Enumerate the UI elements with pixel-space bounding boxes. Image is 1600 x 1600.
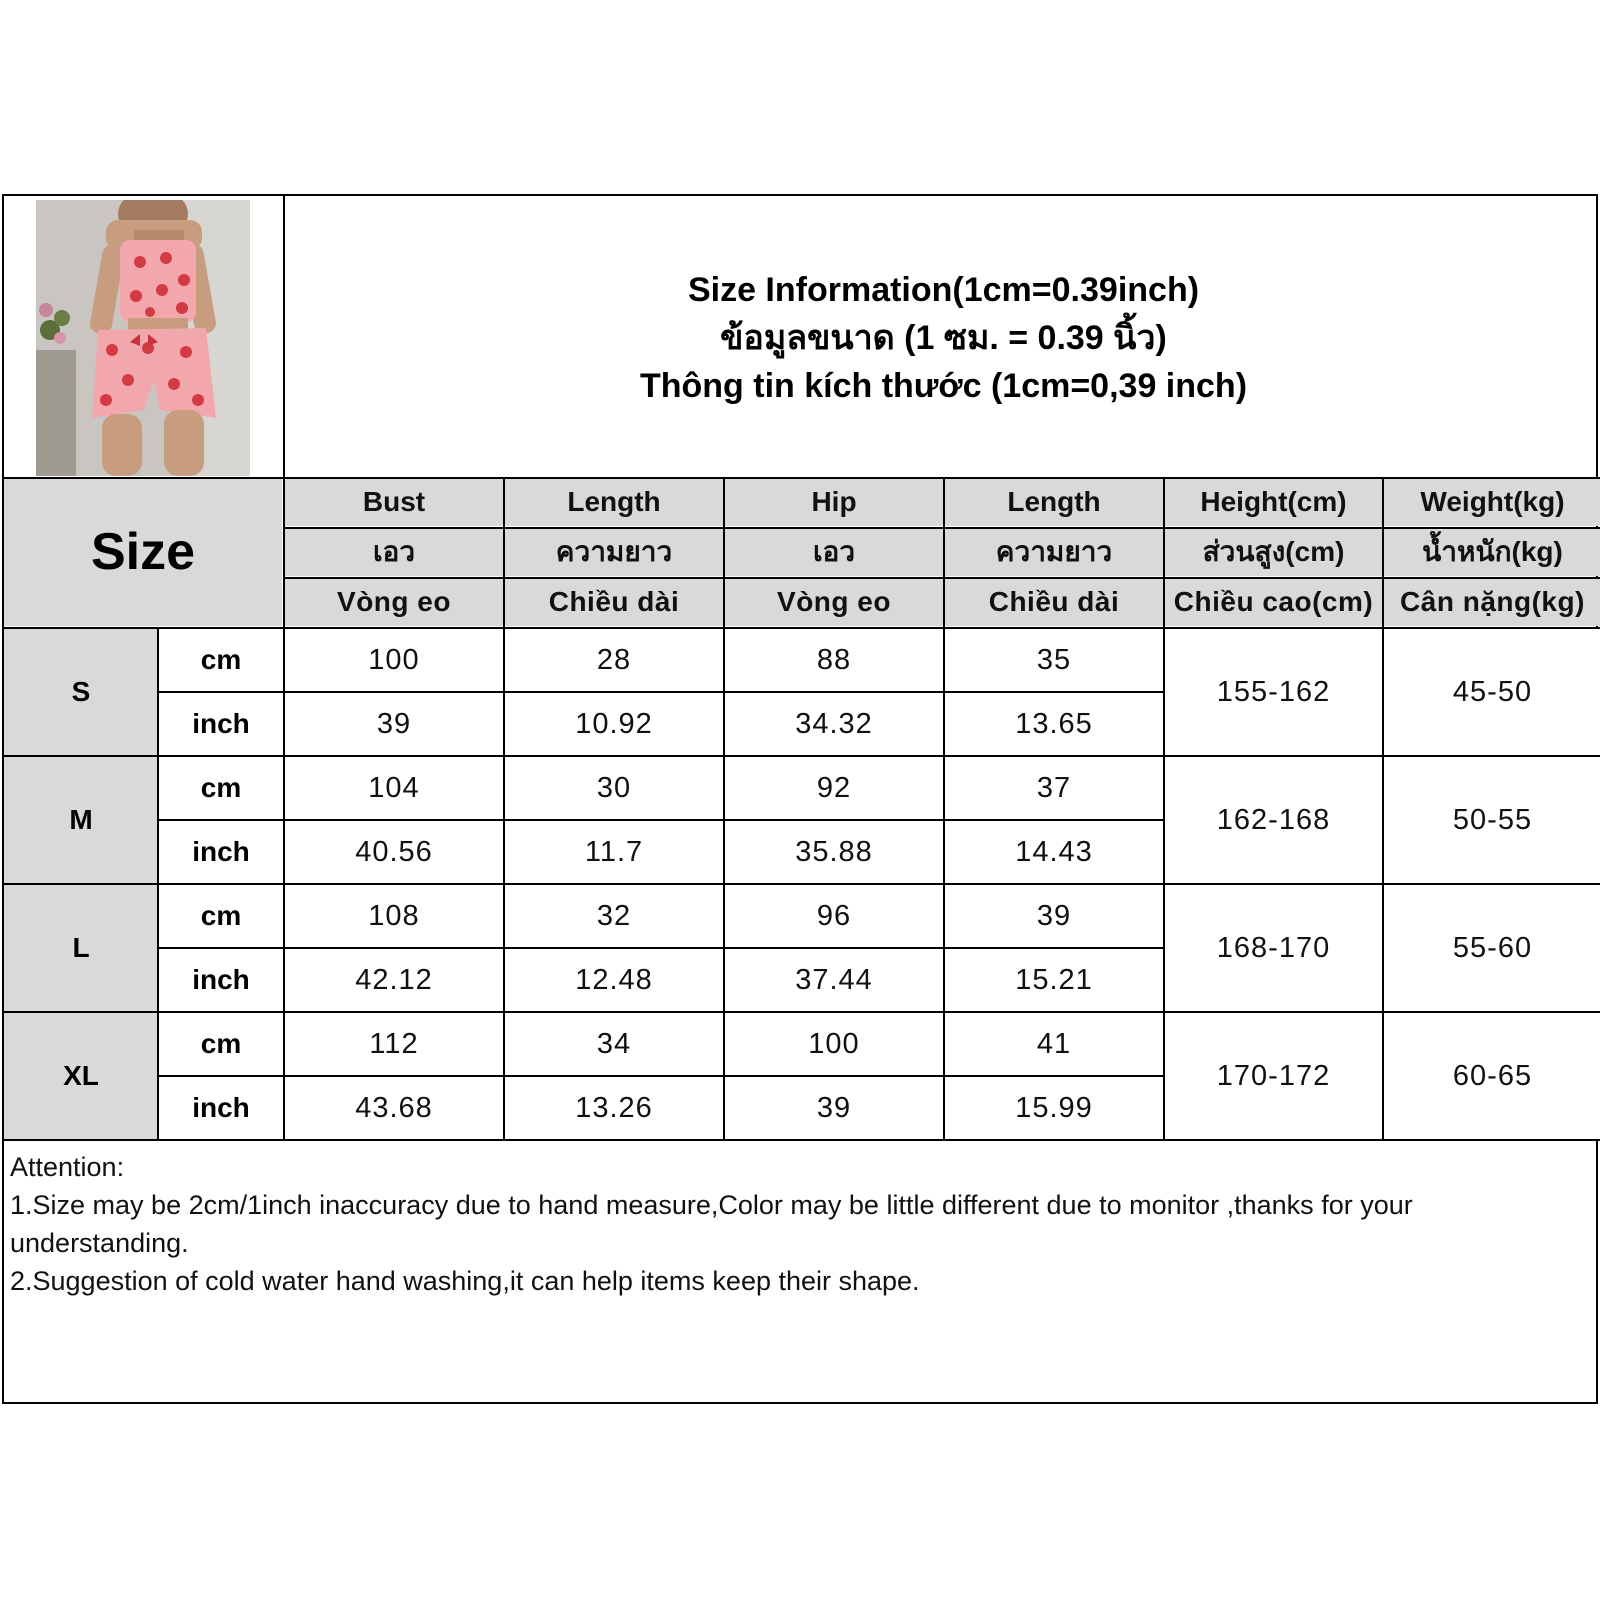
grid-line-vertical: [943, 628, 945, 1140]
height-range-value: 155-162: [1216, 675, 1331, 708]
column-header-4-en: [1164, 478, 1383, 526]
column-header-label: Vòng eo: [777, 586, 891, 617]
measurement-value: 34.32: [795, 707, 873, 740]
grid-line-horizontal: [4, 477, 1600, 479]
column-header-4-vi: [1164, 578, 1383, 626]
height-range-cell: [1164, 1012, 1383, 1140]
measurement-value: 14.43: [1015, 835, 1093, 868]
measurement-value: 96: [816, 899, 852, 932]
measurement-value: 100: [808, 1027, 860, 1060]
column-header-label: Chiều cao(cm): [1173, 586, 1374, 617]
column-header-label: Chiều dài: [988, 586, 1120, 617]
measurement-value: 42.12: [355, 963, 433, 996]
column-header-1-th: [504, 528, 724, 576]
grid-line-vertical: [723, 628, 725, 1140]
grid-line-vertical: [503, 628, 505, 1140]
unit-label-inch: [158, 1076, 284, 1140]
unit-label: inch: [192, 964, 250, 995]
measurement-value: 92: [816, 771, 852, 804]
size-label: L: [72, 932, 90, 963]
unit-label: cm: [200, 1028, 242, 1059]
grid-line-vertical: [157, 628, 159, 1140]
pajama-set-photo-icon: [36, 200, 250, 476]
weight-range-cell: [1383, 884, 1600, 1012]
measurement-value: 41: [1036, 1027, 1072, 1060]
size-row-label-M: [4, 756, 158, 884]
grid-line-horizontal: [284, 577, 1600, 579]
measurement-cell: [504, 628, 724, 692]
column-header-2-vi: [724, 578, 944, 626]
column-header-label: ความยาว: [555, 536, 673, 567]
column-header-label: Length: [1007, 486, 1101, 517]
measurement-cell: [944, 820, 1164, 884]
measurement-value: 11.7: [584, 835, 644, 868]
size-header: Size: [90, 523, 196, 581]
measurement-cell: [504, 884, 724, 948]
measurement-cell: [284, 884, 504, 948]
grid-line-horizontal: [158, 1075, 1164, 1077]
column-header-5-en: [1383, 478, 1600, 526]
column-header-5-th: [1383, 528, 1600, 576]
column-header-2-en: [724, 478, 944, 526]
column-header-1-en: [504, 478, 724, 526]
measurement-cell: [504, 820, 724, 884]
column-header-0-en: [284, 478, 504, 526]
unit-label: cm: [200, 644, 242, 675]
measurement-value: 34: [596, 1027, 632, 1060]
unit-label-inch: [158, 692, 284, 756]
measurement-cell: [284, 820, 504, 884]
measurement-cell: [724, 1076, 944, 1140]
measurement-cell: [724, 628, 944, 692]
measurement-value: 30: [596, 771, 632, 804]
measurement-value: 100: [368, 643, 420, 676]
column-header-5-vi: [1383, 578, 1600, 626]
measurement-value: 39: [376, 707, 412, 740]
grid-line-horizontal: [158, 819, 1164, 821]
column-header-label: Bust: [362, 486, 426, 517]
column-header-label: น้ำหนัก(kg): [1422, 536, 1563, 567]
measurement-cell: [944, 692, 1164, 756]
column-header-label: Cân nặng(kg): [1400, 586, 1585, 617]
measurement-value: 12.48: [575, 963, 653, 996]
measurement-value: 28: [596, 643, 632, 676]
column-header-label: Vòng eo: [337, 586, 451, 617]
measurement-cell: [504, 948, 724, 1012]
size-row-label-L: [4, 884, 158, 1012]
title-thai: ข้อมูลขนาด (1 ซม. = 0.39 นิ้ว): [720, 319, 1167, 357]
measurement-cell: [504, 756, 724, 820]
weight-range-value: 60-65: [1452, 1059, 1533, 1092]
grid-line-vertical: [943, 478, 945, 628]
height-range-cell: [1164, 756, 1383, 884]
unit-label-inch: [158, 820, 284, 884]
measurement-cell: [944, 756, 1164, 820]
column-header-label: Height(cm): [1200, 486, 1347, 517]
grid-line-horizontal: [284, 527, 1600, 529]
grid-line-vertical: [283, 196, 285, 478]
size-row-label-S: [4, 628, 158, 756]
weight-range-value: 55-60: [1452, 931, 1533, 964]
grid-line-horizontal: [158, 947, 1164, 949]
grid-line-horizontal: [158, 691, 1164, 693]
height-range-value: 168-170: [1216, 931, 1331, 964]
measurement-value: 35: [1036, 643, 1072, 676]
title-vietnamese: Thông tin kích thước (1cm=0,39 inch): [639, 367, 1248, 405]
measurement-value: 112: [369, 1027, 419, 1060]
grid-line-vertical: [503, 478, 505, 628]
column-header-4-th: [1164, 528, 1383, 576]
notes-heading: Attention:: [10, 1152, 125, 1182]
column-header-label: เอว: [372, 536, 416, 567]
measurement-cell: [944, 628, 1164, 692]
height-range-cell: [1164, 628, 1383, 756]
grid-line-horizontal: [4, 755, 1600, 757]
column-header-label: Weight(kg): [1420, 486, 1565, 517]
notes-line-1: 1.Size may be 2cm/1inch inaccuracy due to hand measure,Color may be little different due to monitor ,thanks for your understanding.: [10, 1190, 1413, 1258]
measurement-cell: [284, 756, 504, 820]
measurement-value: 13.65: [1015, 707, 1093, 740]
product-photo: [36, 200, 250, 476]
column-header-3-th: [944, 528, 1164, 576]
column-header-label: เอว: [812, 536, 856, 567]
size-header-cell: [4, 478, 282, 626]
column-header-label: Length: [567, 486, 661, 517]
measurement-cell: [284, 692, 504, 756]
grid-line-vertical: [283, 478, 285, 628]
grid-line-horizontal: [4, 1139, 1600, 1141]
measurement-cell: [284, 628, 504, 692]
column-header-0-vi: [284, 578, 504, 626]
grid-line-horizontal: [4, 627, 1600, 629]
height-range-value: 170-172: [1216, 1059, 1331, 1092]
unit-label: inch: [192, 836, 250, 867]
measurement-value: 15.21: [1015, 963, 1093, 996]
measurement-value: 35.88: [795, 835, 873, 868]
measurement-cell: [724, 692, 944, 756]
unit-label: inch: [192, 708, 250, 739]
notes-line-2: 2.Suggestion of cold water hand washing,it can help items keep their shape.: [10, 1266, 920, 1296]
size-information-title: [286, 266, 1600, 410]
size-label: XL: [63, 1060, 99, 1091]
measurement-value: 10.92: [575, 707, 653, 740]
measurement-cell: [284, 1012, 504, 1076]
column-header-1-vi: [504, 578, 724, 626]
grid-line-vertical: [1163, 478, 1165, 628]
size-chart-sheet: [2, 194, 1598, 1404]
measurement-cell: [724, 820, 944, 884]
measurement-cell: [944, 948, 1164, 1012]
attention-notes: [10, 1148, 1590, 1300]
unit-label: cm: [200, 772, 242, 803]
size-row-label-XL: [4, 1012, 158, 1140]
height-range-value: 162-168: [1216, 803, 1331, 836]
grid-line-vertical: [1163, 628, 1165, 1140]
measurement-cell: [284, 1076, 504, 1140]
measurement-value: 32: [596, 899, 632, 932]
unit-label: inch: [192, 1092, 250, 1123]
grid-line-horizontal: [4, 1011, 1600, 1013]
unit-label-cm: [158, 1012, 284, 1076]
measurement-value: 104: [368, 771, 420, 804]
column-header-3-en: [944, 478, 1164, 526]
unit-label-cm: [158, 756, 284, 820]
size-label: S: [71, 676, 91, 707]
column-header-label: ความยาว: [995, 536, 1113, 567]
measurement-value: 13.26: [575, 1091, 653, 1124]
title-english: Size Information(1cm=0.39inch): [687, 271, 1200, 309]
unit-label-inch: [158, 948, 284, 1012]
grid-line-vertical: [723, 478, 725, 628]
unit-label-cm: [158, 628, 284, 692]
column-header-3-vi: [944, 578, 1164, 626]
measurement-value: 40.56: [355, 835, 433, 868]
weight-range-cell: [1383, 1012, 1600, 1140]
measurement-value: 43.68: [355, 1091, 433, 1124]
weight-range-cell: [1383, 628, 1600, 756]
measurement-cell: [724, 884, 944, 948]
height-range-cell: [1164, 884, 1383, 1012]
measurement-cell: [724, 948, 944, 1012]
grid-line-vertical: [283, 628, 285, 1140]
measurement-cell: [284, 948, 504, 1012]
unit-label-cm: [158, 884, 284, 948]
measurement-value: 37: [1036, 771, 1072, 804]
measurement-value: 37.44: [795, 963, 873, 996]
measurement-cell: [504, 1076, 724, 1140]
unit-label: cm: [200, 900, 242, 931]
measurement-cell: [944, 884, 1164, 948]
measurement-value: 108: [368, 899, 420, 932]
column-header-label: Hip: [811, 486, 857, 517]
measurement-value: 39: [816, 1091, 852, 1124]
measurement-cell: [944, 1076, 1164, 1140]
column-header-0-th: [284, 528, 504, 576]
measurement-value: 88: [816, 643, 852, 676]
grid-line-vertical: [1382, 628, 1384, 1140]
measurement-value: 15.99: [1015, 1091, 1093, 1124]
weight-range-value: 45-50: [1452, 675, 1533, 708]
grid-line-horizontal: [4, 883, 1600, 885]
column-header-label: ส่วนสูง(cm): [1202, 536, 1345, 567]
grid-line-vertical: [1382, 478, 1384, 628]
measurement-cell: [504, 692, 724, 756]
measurement-cell: [944, 1012, 1164, 1076]
size-label: M: [69, 804, 93, 835]
weight-range-cell: [1383, 756, 1600, 884]
column-header-2-th: [724, 528, 944, 576]
weight-range-value: 50-55: [1452, 803, 1533, 836]
measurement-cell: [724, 1012, 944, 1076]
measurement-cell: [724, 756, 944, 820]
measurement-cell: [504, 1012, 724, 1076]
column-header-label: Chiều dài: [548, 586, 680, 617]
measurement-value: 39: [1036, 899, 1072, 932]
